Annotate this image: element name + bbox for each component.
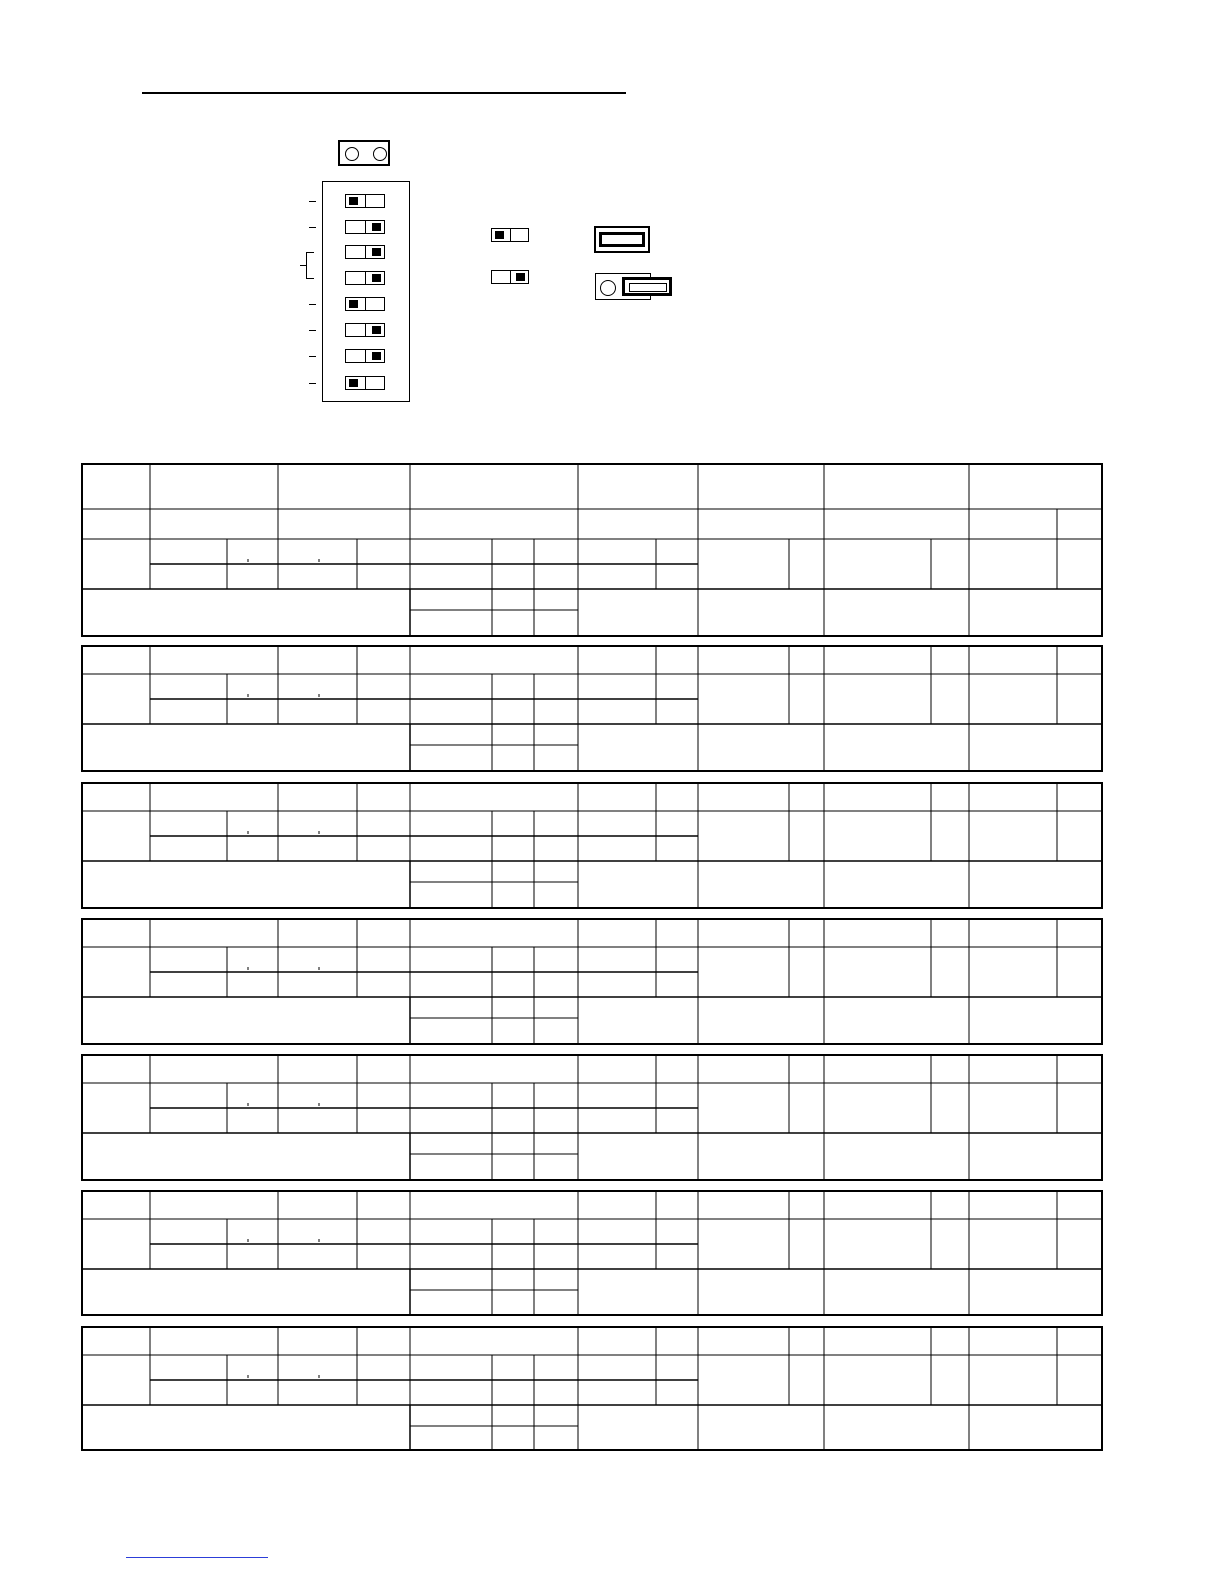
footer-link-underline[interactable] bbox=[126, 1557, 268, 1558]
settings-table-6 bbox=[82, 1191, 1102, 1315]
settings-table-3 bbox=[82, 783, 1102, 908]
settings-table-1 bbox=[82, 464, 1102, 636]
settings-table-2 bbox=[82, 646, 1102, 771]
settings-table-5 bbox=[82, 1055, 1102, 1180]
settings-table-7 bbox=[82, 1327, 1102, 1450]
settings-table-4 bbox=[82, 919, 1102, 1044]
